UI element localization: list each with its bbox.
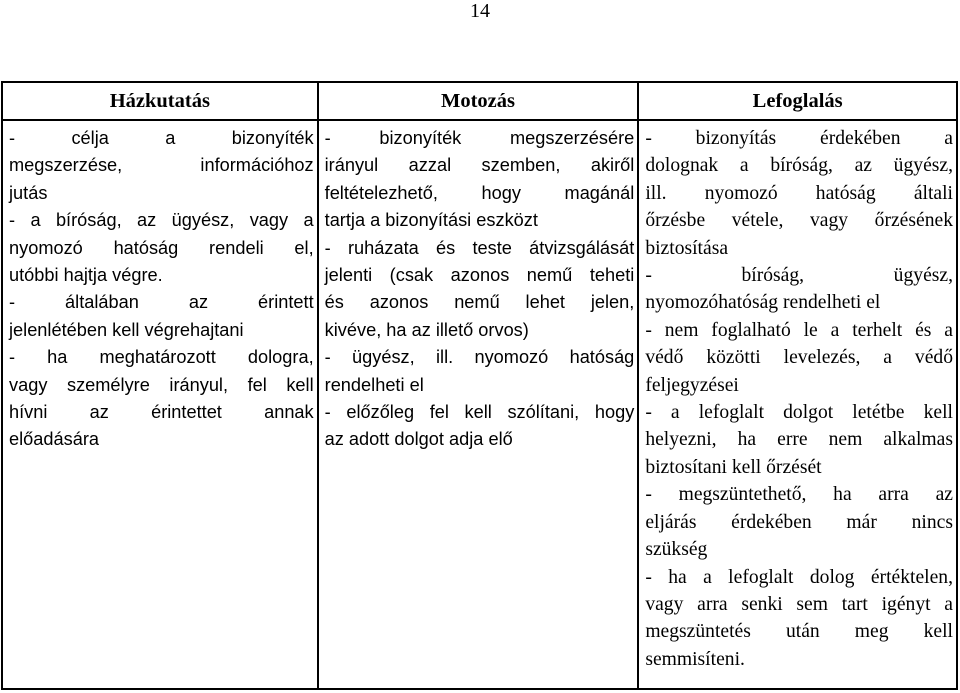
cell-hazkutatas [2,120,318,689]
cell-text-line: - ügyész, ill. nyomozó hatóság [324,347,635,368]
header-hazkutatas: Házkutatás [2,82,318,120]
header-motozas: Motozás [318,82,639,120]
cell-text-line: hívni az érintettet annak [9,402,314,423]
cell-text-line: jelenti (csak azonos nemű teheti [324,265,635,286]
cell-text-line: ill. nyomozó hatóság általi [645,182,953,204]
cell-text-line: feltételezhető, hogy magánál [324,182,635,203]
cell-text-line: nyomozó hatóság rendeli el, [9,237,314,258]
cell-text-line: megszüntetés után meg kell [645,621,953,643]
cell-text-line: az adott dolgot adja elő [324,429,513,450]
cell-text-line: - bizonyíték megszerzésére [324,128,635,148]
cell-text-line: tartja a bizonyítási eszközt [324,210,538,231]
cell-text-line: - előzőleg fel kell szólítani, hogy [324,402,635,423]
cell-text-line: őrzésbe vétele, vagy őrzésének [645,210,953,232]
cell-text-line: - a lefoglalt dolgot letétbe kell [645,402,953,424]
cell-text-line: - a bíróság, az ügyész, vagy a [9,210,314,231]
cell-motozas [318,120,639,689]
cell-text-line: jutás [9,182,48,203]
cell-text-line: jelenlétében kell végrehajtani [9,319,244,340]
cell-text-line: rendelheti el [324,374,424,395]
cell-text-line: utóbbi hajtja végre. [9,265,163,286]
cell-text-line: szükség [645,539,708,561]
cell-text-line: védő közötti levelezés, a védő [645,347,953,369]
cell-text-line: dolognak a bíróság, az ügyész, [645,155,953,177]
page-number: 14 [470,0,490,22]
cell-text-line: - ha meghatározott dologra, [9,347,314,368]
cell-text-line: előadására [9,429,99,450]
cell-text-line: biztosítása [645,237,729,259]
cell-text-line: és azonos nemű lehet jelen, [324,292,635,313]
table-header-row [2,82,957,120]
cell-text-line: - ruházata és teste átvizsgálását [324,237,635,258]
cell-text-line: kivéve, ha az illető orvos) [324,319,529,340]
cell-text-line: semmisíteni. [645,648,745,670]
cell-text-line: - ha a lefoglalt dolog értéktelen, [645,566,953,588]
cell-text-line: nyomozóhatóság rendelheti el [645,292,881,314]
cell-text-line: - megszüntethető, ha arra az [645,484,953,506]
cell-text-line: vagy arra senki sem tart igényt a [645,593,953,615]
cell-text-line: megszerzése, információhoz [9,155,314,176]
cell-text-line: - célja a bizonyíték [9,128,314,148]
cell-text-line: - bizonyítás érdekében a [645,128,953,149]
cell-text-line: vagy személyre irányul, fel kell [9,374,314,395]
cell-lefoglalas [638,120,957,689]
header-lefoglalas: Lefoglalás [638,82,957,120]
comparison-table [1,81,958,690]
cell-text-line: helyezni, ha erre nem alkalmas [645,429,953,451]
cell-text-line: eljárás érdekében már nincs [645,511,953,533]
cell-text-line: - bíróság, ügyész, [645,265,953,287]
cell-text-line: biztosítani kell őrzését [645,456,822,478]
cell-text-line: feljegyzései [645,374,739,396]
cell-text-line: irányul azzal szemben, akiről [324,155,635,176]
cell-text-line: - általában az érintett [9,292,314,313]
cell-text-line: - nem foglalható le a terhelt és a [645,319,953,341]
table-body-row [2,120,957,689]
